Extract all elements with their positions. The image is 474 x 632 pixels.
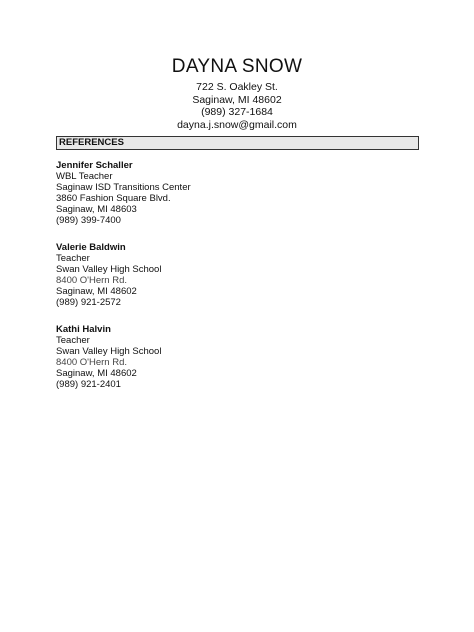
reference-city-state-zip: Saginaw, MI 48602 xyxy=(56,286,137,297)
reference-organization: Swan Valley High School xyxy=(56,346,162,357)
references-heading: REFERENCES xyxy=(59,137,124,148)
references-list xyxy=(56,160,416,406)
references-section-bar xyxy=(56,136,419,150)
reference-street: 3860 Fashion Square Blvd. xyxy=(56,193,171,204)
city-state-zip: Saginaw, MI 48602 xyxy=(192,93,282,106)
applicant-name: DAYNA SNOW xyxy=(171,56,303,77)
email-address: dayna.j.snow@gmail.com xyxy=(177,118,297,131)
reference-city-state-zip: Saginaw, MI 48602 xyxy=(56,368,137,379)
reference-street: 8400 O'Hern Rd. xyxy=(56,357,127,368)
reference-title: WBL Teacher xyxy=(56,171,113,182)
reference-name: Jennifer Schaller xyxy=(56,160,133,171)
reference-entry xyxy=(56,242,416,308)
contact-header xyxy=(0,56,474,131)
reference-name: Valerie Baldwin xyxy=(56,242,126,253)
reference-name: Kathi Halvin xyxy=(56,324,111,335)
reference-phone: (989) 399-7400 xyxy=(56,215,121,226)
reference-title: Teacher xyxy=(56,253,90,264)
reference-phone: (989) 921-2572 xyxy=(56,297,121,308)
reference-city-state-zip: Saginaw, MI 48603 xyxy=(56,204,137,215)
reference-organization: Swan Valley High School xyxy=(56,264,162,275)
reference-organization: Saginaw ISD Transitions Center xyxy=(56,182,191,193)
reference-phone: (989) 921-2401 xyxy=(56,379,121,390)
reference-street: 8400 O'Hern Rd. xyxy=(56,275,127,286)
reference-entry xyxy=(56,160,416,226)
street-address: 722 S. Oakley St. xyxy=(196,81,278,93)
reference-title: Teacher xyxy=(56,335,90,346)
reference-entry xyxy=(56,324,416,390)
phone-number: (989) 327-1684 xyxy=(201,106,273,119)
